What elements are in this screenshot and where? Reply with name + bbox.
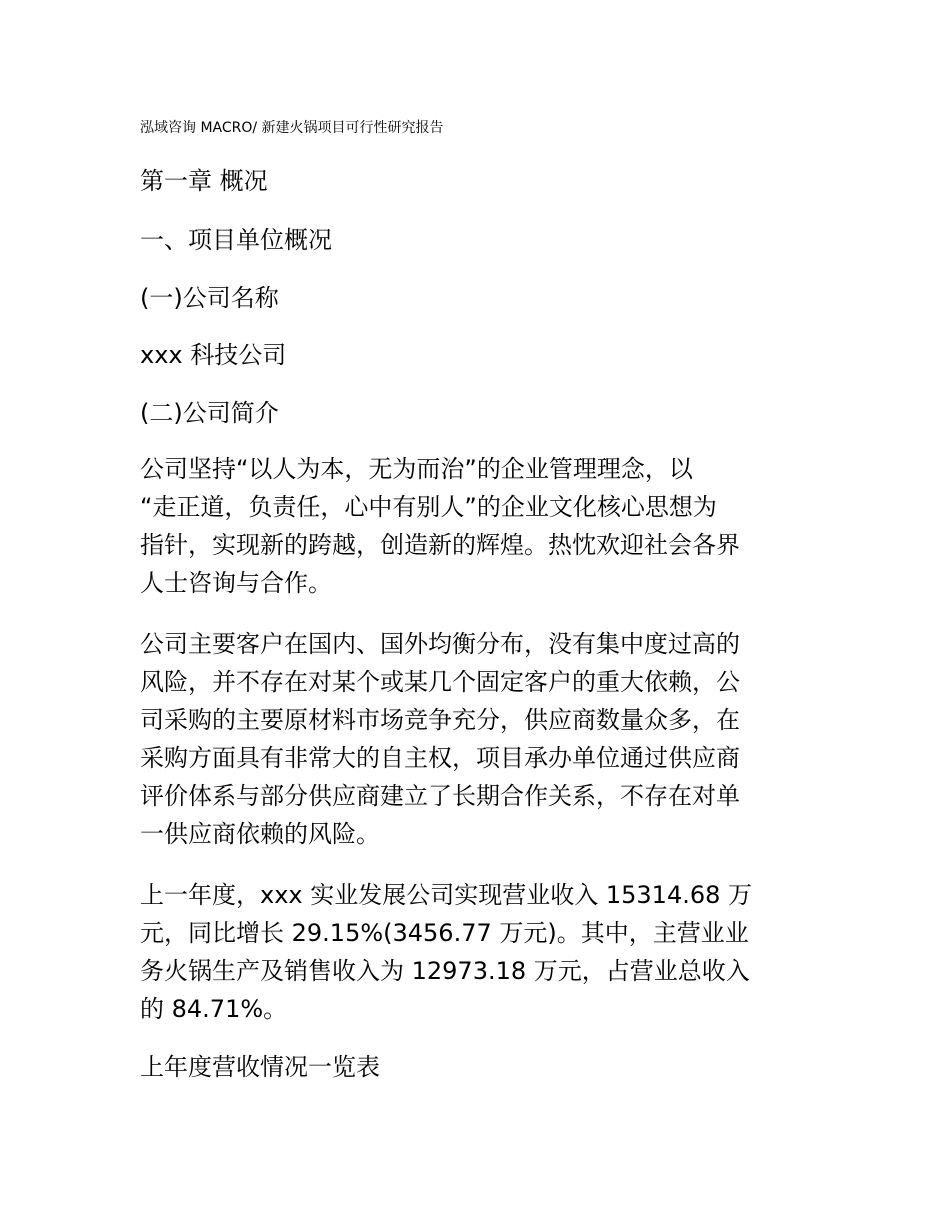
- paragraph-line: 公司主要客户在国内、国外均衡分布，没有集中度过高的: [140, 630, 740, 658]
- paragraph-line: 元，同比增长 29.15%(3456.77 万元)。其中，主营业业: [140, 919, 749, 947]
- chapter-title: 第一章 概况: [140, 167, 268, 195]
- table-caption: 上年度营收情况一览表: [140, 1053, 380, 1081]
- paragraph-line: 采购方面具有非常大的自主权，项目承办单位通过供应商: [140, 744, 740, 772]
- paragraph-line: 上一年度，xxx 实业发展公司实现营业收入 15314.68 万: [140, 881, 753, 909]
- paragraph-line: 评价体系与部分供应商建立了长期合作关系，不存在对单: [140, 782, 740, 810]
- section-title: 一、项目单位概况: [140, 226, 332, 254]
- paragraph-line: 的 84.71%。: [140, 995, 288, 1023]
- paragraph-line: 风险，并不存在对某个或某几个固定客户的重大依赖，公: [140, 668, 740, 696]
- paragraph-line: 务火锅生产及销售收入为 12973.18 万元，占营业总收入: [140, 957, 750, 985]
- paragraph-customers-suppliers: [140, 625, 800, 853]
- running-header: 泓域咨询 MACRO/ 新建火锅项目可行性研究报告: [140, 120, 444, 136]
- paragraph-line: 一供应商依赖的风险。: [140, 820, 380, 848]
- subsection-company-name-title: (一)公司名称: [140, 284, 279, 312]
- paragraph-line: 司采购的主要原材料市场竞争充分，供应商数量众多，在: [140, 706, 740, 734]
- paragraph-line: 公司坚持“以人为本，无为而治”的企业管理理念，以: [140, 455, 693, 483]
- company-name: xxx 科技公司: [140, 341, 287, 369]
- subsection-company-intro-title: (二)公司简介: [140, 399, 279, 427]
- paragraph-management-philosophy: [140, 450, 800, 602]
- paragraph-line: “走正道，负责任，心中有别人”的企业文化核心思想为: [140, 493, 717, 521]
- paragraph-line: 指针，实现新的跨越，创造新的辉煌。热忱欢迎社会各界: [140, 531, 740, 559]
- paragraph-revenue-summary: [140, 876, 800, 1028]
- paragraph-line: 人士咨询与合作。: [140, 569, 332, 597]
